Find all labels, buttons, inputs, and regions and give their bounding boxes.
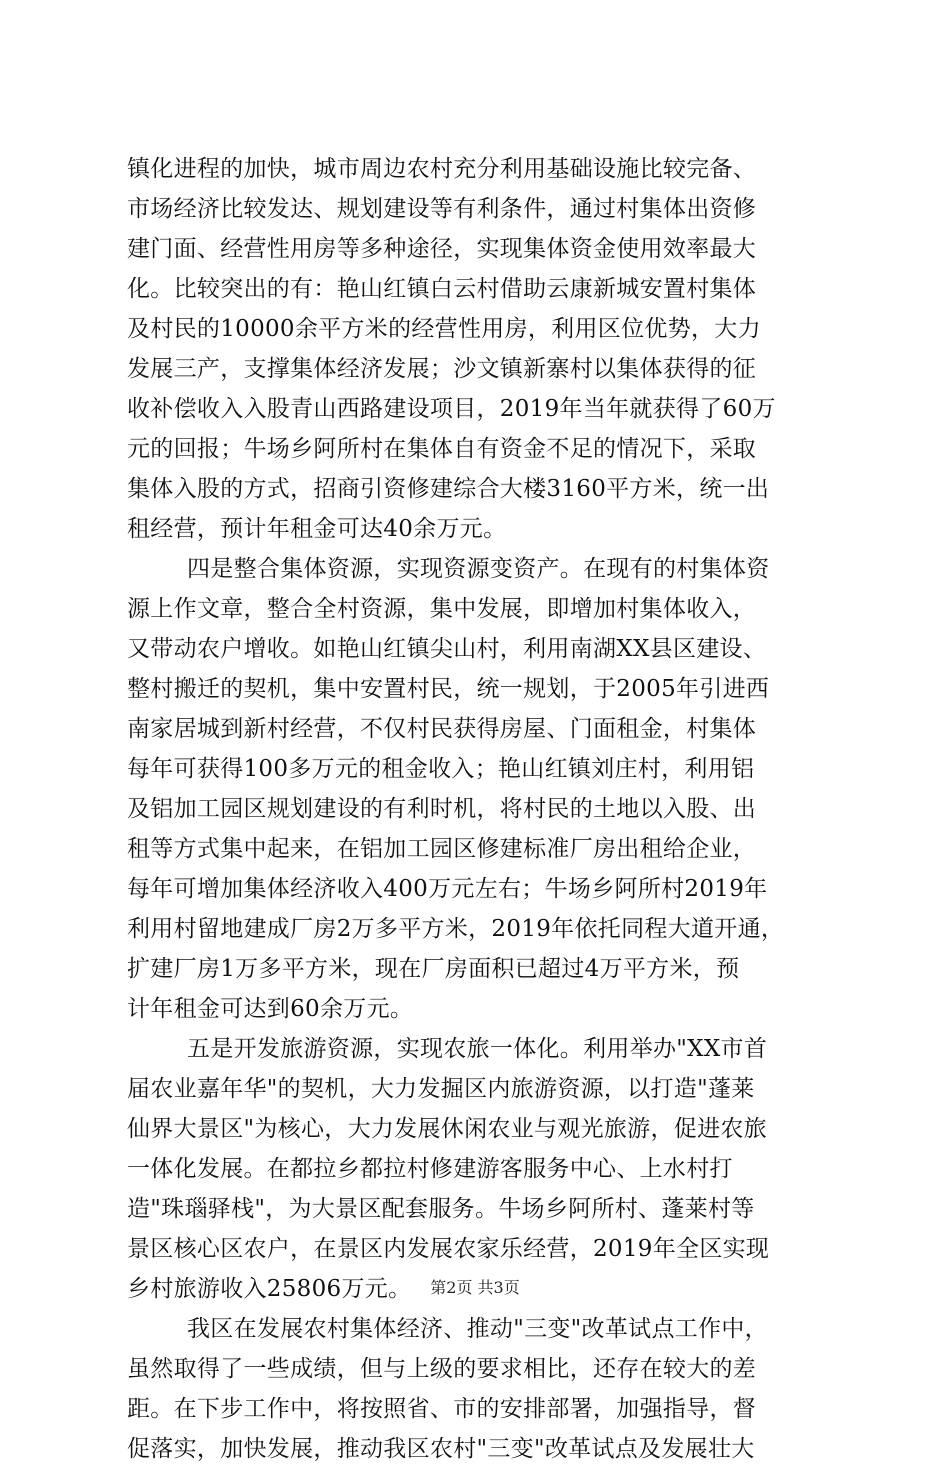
text-line: 扩建厂房1万多平方米，现在厂房面积已超过4万平方米，预	[127, 956, 740, 982]
text-line-first: 我区在发展农村集体经济、推动"三变"改革试点工作中，	[187, 1316, 768, 1342]
text-line: 集体入股的方式，招商引资修建综合大楼3160平方米，统一出	[127, 476, 770, 502]
text-line: 租经营，预计年租金可达40余万元。	[127, 516, 507, 542]
text-line-first: 四是整合集体资源，实现资源变资产。在现有的村集体资	[187, 556, 770, 582]
text-line: 建门面、经营性用房等多种途径，实现集体资金使用效率最大	[127, 236, 757, 262]
paragraph-3	[127, 1029, 827, 1309]
text-line: 市场经济比较发达、规划建设等有利条件，通过村集体出资修	[127, 196, 757, 222]
text-line: 造"珠瑙驿栈"，为大景区配套服务。牛场乡阿所村、蓬莱村等	[127, 1196, 755, 1222]
text-line-first: 五是开发旅游资源，实现农旅一体化。利用举办"XX市首	[187, 1036, 768, 1062]
text-line: 每年可增加集体经济收入400万元左右；牛场乡阿所村2019年	[127, 876, 768, 902]
text-line: 及村民的10000余平方米的经营性用房，利用区位优势，大力	[127, 316, 761, 342]
text-line: 促落实，加快发展，推动我区农村"三变"改革试点及发展壮大	[127, 1436, 755, 1462]
text-line: 化。比较突出的有：艳山红镇白云村借助云康新城安置村集体	[127, 276, 757, 302]
text-line: 源上作文章，整合全村资源，集中发展，即增加村集体收入，	[127, 596, 757, 622]
text-line: 及铝加工园区规划建设的有利时机，将村民的土地以入股、出	[127, 796, 757, 822]
text-line: 一体化发展。在都拉乡都拉村修建游客服务中心、上水村打	[127, 1156, 733, 1182]
paragraph-1	[127, 149, 827, 549]
text-line: 又带动农户增收。如艳山红镇尖山村，利用南湖XX县区建设、	[127, 636, 767, 662]
text-line: 距。在下步工作中，将按照省、市的安排部署，加强指导，督	[127, 1396, 757, 1422]
text-line: 元的回报；牛场乡阿所村在集体自有资金不足的情况下，采取	[127, 436, 757, 462]
text-line: 发展三产，支撑集体经济发展；沙文镇新寨村以集体获得的征	[127, 356, 757, 382]
page-number-footer: 第2页 共3页	[430, 1278, 520, 1297]
text-line: 租等方式集中起来，在铝加工园区修建标准厂房出租给企业，	[127, 836, 757, 862]
paragraph-4	[127, 1309, 827, 1469]
text-line: 镇化进程的加快，城市周边农村充分利用基础设施比较完备、	[127, 156, 757, 182]
text-line: 每年可获得100多万元的租金收入；艳山红镇刘庄村，利用铝	[127, 756, 755, 782]
paragraph-2	[127, 549, 827, 1029]
text-line: 收补偿收入入股青山西路建设项目，2019年当年就获得了60万	[127, 396, 776, 422]
text-line: 虽然取得了一些成绩，但与上级的要求相比，还存在较大的差	[127, 1356, 757, 1382]
text-line: 乡村旅游收入25806万元。	[127, 1276, 412, 1302]
text-line: 利用村留地建成厂房2万多平方米，2019年依托同程大道开通，	[127, 916, 785, 942]
text-line: 整村搬迁的契机，集中安置村民，统一规划，于2005年引进西	[127, 676, 770, 702]
text-line: 景区核心区农户，在景区内发展农家乐经营，2019年全区实现	[127, 1236, 770, 1262]
text-line: 南家居城到新村经营，不仅村民获得房屋、门面租金，村集体	[127, 716, 757, 742]
text-line: 仙界大景区"为核心，大力发展休闲农业与观光旅游，促进农旅	[127, 1116, 767, 1142]
text-line: 届农业嘉年华"的契机，大力发掘区内旅游资源，以打造"蓬莱	[127, 1076, 755, 1102]
document-body	[127, 149, 827, 1469]
text-line: 计年租金可达到60余万元。	[127, 996, 414, 1022]
